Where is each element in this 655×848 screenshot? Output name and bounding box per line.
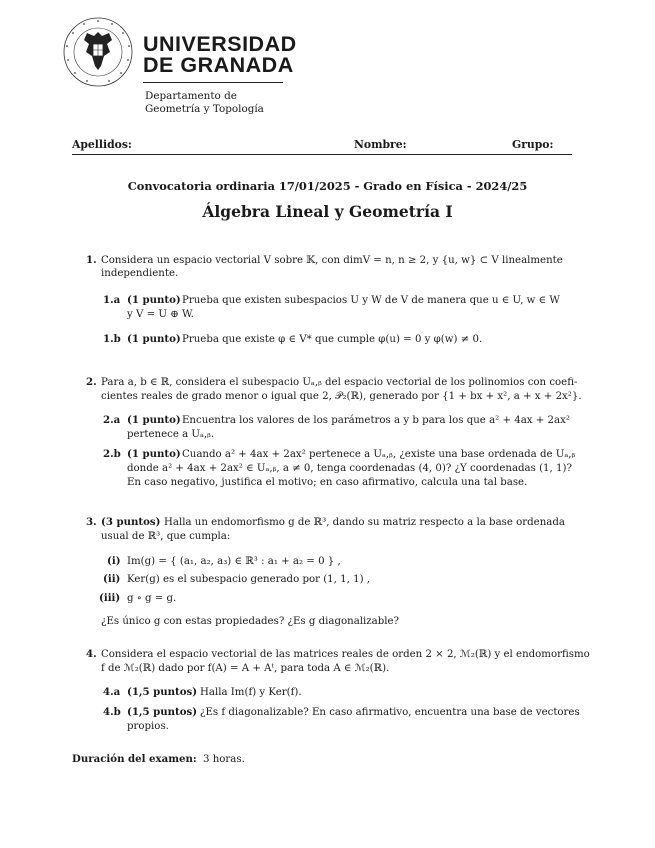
- problem-3-i-text: Im(g) = { (a₁, a₂, a₃) ∈ ℝ³ : a₁ + a₂ = 0 } ,: [127, 556, 341, 567]
- problem-3-ii-text: Ker(g) es el subespacio generado por (1, 1, 1) ,: [127, 574, 371, 585]
- problem-3-points: (3 puntos): [101, 516, 161, 528]
- problem-2a-points: (1 punto): [127, 414, 181, 426]
- problem-4a-points: (1,5 puntos): [127, 686, 198, 698]
- name-label: Nombre:: [354, 138, 407, 151]
- problem-1-intro-l1: Considera un espacio vectorial V sobre 𝕂, con dimV = n, n ≥ 2, y {u, w} ⊂ V linealmente: [101, 255, 563, 266]
- problem-2-intro-l2: cientes reales de grado menor o igual que 2, 𝒫₂(ℝ), generado por {1 + bx + x², a + x + 2x²}.: [101, 391, 582, 402]
- problem-2a-l2: pertenece a Uₐ,ᵦ.: [127, 429, 215, 440]
- problem-3-iii-text: g ∘ g = g.: [127, 593, 177, 604]
- duration-value: 3 horas.: [203, 754, 245, 765]
- problem-4a-label: 4.a: [103, 686, 121, 698]
- problem-1b-l1: Prueba que existe φ ∈ V* que cumple φ(u) = 0 y φ(w) ≠ 0.: [182, 334, 483, 345]
- problem-2b-l1: Cuando a² + 4ax + 2ax² pertenece a Uₐ,ᵦ, ¿existe una base ordenada de Uₐ,ᵦ: [182, 449, 576, 460]
- problem-2b-l2: donde a² + 4ax + 2ax² ∈ Uₐ,ᵦ, a ≠ 0, tenga coordenadas (4, 0)? ¿Y coordenadas (1, 1)?: [127, 463, 572, 474]
- university-line-2: DE GRANADA: [143, 53, 294, 77]
- university-line-1: UNIVERSIDAD: [143, 32, 297, 56]
- problem-3-number: 3.: [86, 516, 97, 528]
- problem-3-intro-l1: Halla un endomorfismo g de ℝ³, dando su matriz respecto a la base ordenada: [164, 517, 565, 528]
- problem-3-intro-l2: usual de ℝ³, que cumpla:: [101, 531, 231, 542]
- problem-3-ii-label: (ii): [103, 573, 121, 585]
- problem-1-intro-l2: independiente.: [101, 268, 179, 279]
- problem-2b-label: 2.b: [103, 448, 121, 460]
- problem-1b-label: 1.b: [103, 333, 121, 345]
- group-label: Grupo:: [512, 138, 554, 151]
- problem-4-number: 4.: [86, 648, 97, 660]
- problem-1-number: 1.: [86, 254, 97, 266]
- problem-1a-l2: y V = U ⊕ W.: [127, 309, 194, 320]
- problem-1a-l1: Prueba que existen subespacios U y W de V de manera que u ∈ U, w ∈ W: [182, 295, 560, 306]
- header-rule: [143, 82, 283, 83]
- problem-3-iii-label: (iii): [99, 592, 121, 604]
- student-fields-row: [72, 138, 572, 155]
- university-name: [143, 34, 297, 76]
- problem-2a-label: 2.a: [103, 414, 121, 426]
- problem-3-i-label: (i): [107, 555, 121, 567]
- problem-2-intro-l1: Para a, b ∈ ℝ, considera el subespacio Uₐ,ᵦ del espacio vectorial de los polinomios con coefi-: [101, 377, 578, 388]
- department-line-2: Geometría y Topología: [145, 103, 264, 115]
- problem-2b-l3: En caso negativo, justifica el motivo; en caso afirmativo, calcula una tal base.: [127, 477, 528, 488]
- duration-label: Duración del examen:: [72, 753, 197, 765]
- exam-title: Álgebra Lineal y Geometría I: [202, 202, 453, 221]
- problem-4a-l1: Halla Im(f) y Ker(f).: [200, 687, 302, 698]
- problem-4b-points: (1,5 puntos): [127, 706, 198, 718]
- problem-3-question: ¿Es único g con estas propiedades? ¿Es g diagonalizable?: [101, 616, 400, 627]
- problem-1a-points: (1 punto): [127, 294, 181, 306]
- exam-session-line: Convocatoria ordinaria 17/01/2025 - Grado en Física - 2024/25: [127, 179, 528, 193]
- problem-4-intro-l2: f de ℳ₂(ℝ) dado por f(A) = A + Aᵗ, para toda A ∈ ℳ₂(ℝ).: [101, 663, 390, 674]
- problem-4-intro-l1: Considera el espacio vectorial de las matrices reales de orden 2 × 2, ℳ₂(ℝ) y el endomorfismo: [101, 649, 590, 660]
- problem-1a-label: 1.a: [103, 294, 121, 306]
- problem-4b-l2: propios.: [127, 721, 169, 732]
- department-name: [145, 90, 264, 116]
- problem-4b-l1: ¿Es f diagonalizable? En caso afirmativo, encuentra una base de vectores: [200, 707, 580, 718]
- problem-4b-label: 4.b: [103, 706, 121, 718]
- problem-2-number: 2.: [86, 376, 97, 388]
- surname-label: Apellidos:: [72, 138, 132, 151]
- problem-1b-points: (1 punto): [127, 333, 181, 345]
- problem-2a-l1: Encuentra los valores de los parámetros a y b para los que a² + 4ax + 2ax²: [182, 415, 570, 426]
- university-seal-logo: [62, 16, 134, 88]
- problem-2b-points: (1 punto): [127, 448, 181, 460]
- department-line-1: Departamento de: [145, 90, 237, 102]
